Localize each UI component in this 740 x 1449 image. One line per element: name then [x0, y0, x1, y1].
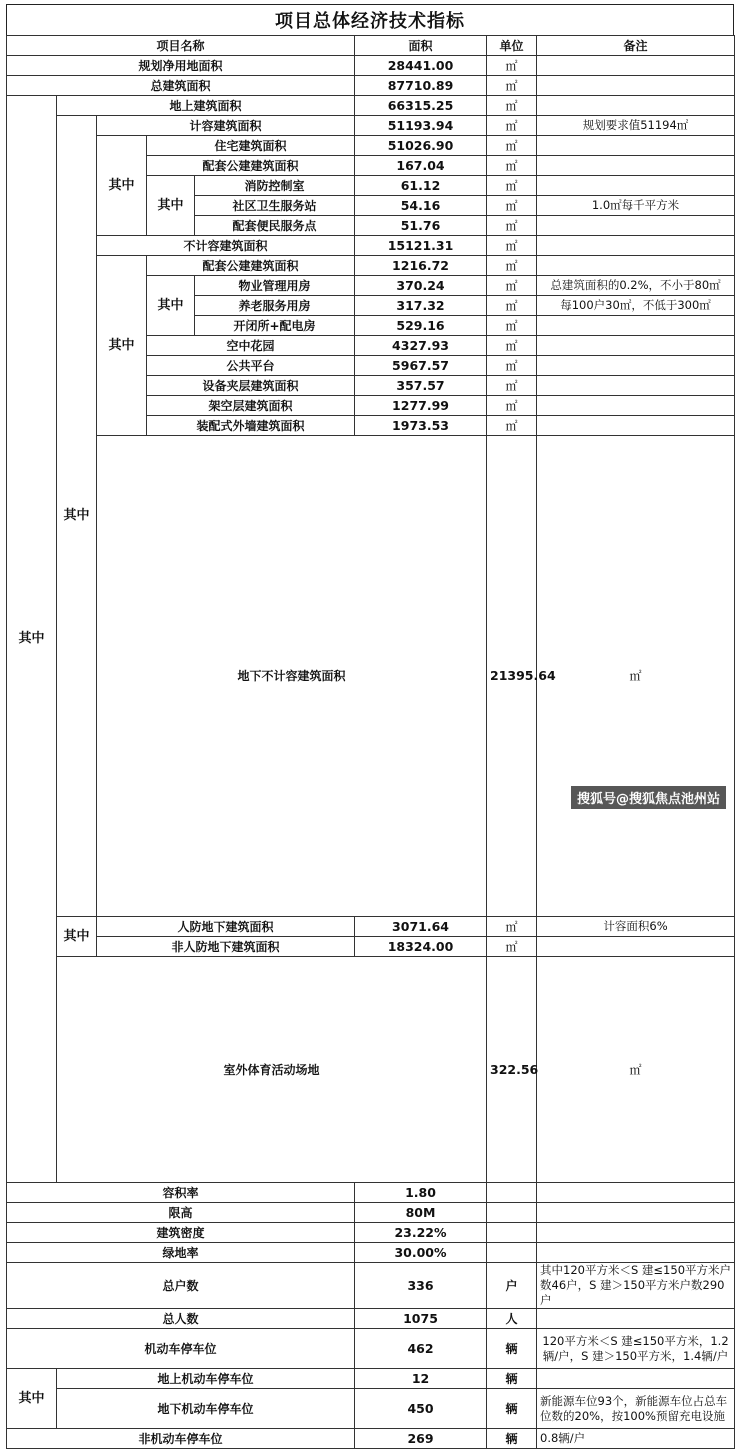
row-name: 机动车停车位	[7, 1329, 355, 1369]
table-row	[7, 236, 735, 256]
table-row	[7, 136, 735, 156]
row-note	[537, 76, 735, 96]
row-note	[537, 1309, 735, 1329]
row-value: 51.76	[355, 216, 487, 236]
row-name: 地上机动车停车位	[57, 1369, 355, 1389]
row-name: 总户数	[7, 1263, 355, 1309]
group-label-counted: 其中	[97, 136, 147, 236]
row-value: 18324.00	[355, 937, 487, 957]
row-note	[537, 236, 735, 256]
table-row	[7, 1369, 735, 1389]
row-note	[537, 416, 735, 436]
row-value: 370.24	[355, 276, 487, 296]
row-name: 总人数	[7, 1309, 355, 1329]
row-note	[537, 937, 735, 957]
row-unit: ㎡	[487, 176, 537, 196]
row-value: 336	[355, 1263, 487, 1309]
row-value: 529.16	[355, 316, 487, 336]
row-value: 51193.94	[355, 116, 487, 136]
row-value: 51026.90	[355, 136, 487, 156]
row-name: 建筑密度	[7, 1223, 355, 1243]
table-row	[7, 1429, 735, 1449]
row-note: 计容面积6%	[537, 917, 735, 937]
sheet-title: 项目总体经济技术指标	[6, 4, 734, 35]
row-name: 地下机动车停车位	[57, 1389, 355, 1429]
row-unit: ㎡	[537, 957, 735, 1183]
table-header-row	[7, 36, 735, 56]
row-name: 配套便民服务点	[195, 216, 355, 236]
row-note	[537, 216, 735, 236]
row-note	[537, 316, 735, 336]
table-row	[7, 256, 735, 276]
row-unit: ㎡	[487, 356, 537, 376]
group-label-outer: 其中	[7, 96, 57, 1183]
row-note	[537, 56, 735, 76]
row-unit: ㎡	[487, 296, 537, 316]
group-label-parking: 其中	[7, 1369, 57, 1429]
row-note: 1.0㎡每千平方米	[537, 196, 735, 216]
table-row	[7, 76, 735, 96]
row-value: 167.04	[355, 156, 487, 176]
row-name: 容积率	[7, 1183, 355, 1203]
row-value: 1973.53	[355, 416, 487, 436]
row-note	[537, 176, 735, 196]
header-name: 项目名称	[7, 36, 355, 56]
row-unit	[487, 1223, 537, 1243]
row-unit: ㎡	[487, 196, 537, 216]
row-unit: ㎡	[487, 336, 537, 356]
row-unit: ㎡	[487, 116, 537, 136]
row-note: 0.8辆/户	[537, 1429, 735, 1449]
row-name: 绿地率	[7, 1243, 355, 1263]
table-row	[7, 1263, 735, 1309]
row-note	[537, 1243, 735, 1263]
row-name: 规划净用地面积	[7, 56, 355, 76]
row-unit	[487, 1203, 537, 1223]
row-unit: ㎡	[537, 436, 735, 917]
row-note: 每100户30㎡，不低于300㎡	[537, 296, 735, 316]
row-name: 限高	[7, 1203, 355, 1223]
row-name: 空中花园	[147, 336, 355, 356]
row-note	[537, 376, 735, 396]
row-name: 地上建筑面积	[57, 96, 355, 116]
row-unit: ㎡	[487, 937, 537, 957]
row-value: 1216.72	[355, 256, 487, 276]
row-note: 规划要求值51194㎡	[537, 116, 735, 136]
row-value: 357.57	[355, 376, 487, 396]
row-unit: ㎡	[487, 396, 537, 416]
row-note: 总建筑面积的0.2%，不小于80㎡	[537, 276, 735, 296]
row-unit: ㎡	[487, 917, 537, 937]
row-value: 450	[355, 1389, 487, 1429]
row-name: 室外体育活动场地	[57, 957, 487, 1183]
row-value: 15121.31	[355, 236, 487, 256]
row-unit: ㎡	[487, 96, 537, 116]
row-unit: ㎡	[487, 76, 537, 96]
row-unit: ㎡	[487, 216, 537, 236]
table-row	[7, 1183, 735, 1203]
row-value: 80M	[355, 1203, 487, 1223]
indicator-sheet	[6, 4, 734, 1449]
row-note	[537, 156, 735, 176]
row-value: 4327.93	[355, 336, 487, 356]
row-value: 21395.64	[487, 436, 537, 917]
table-row	[7, 1243, 735, 1263]
row-value: 462	[355, 1329, 487, 1369]
row-value: 317.32	[355, 296, 487, 316]
row-unit: ㎡	[487, 376, 537, 396]
row-unit: ㎡	[487, 56, 537, 76]
row-unit: ㎡	[487, 256, 537, 276]
row-unit: 辆	[487, 1429, 537, 1449]
table-row	[7, 436, 735, 917]
row-note: 新能源车位93个，新能源车位占总车位数的20%，按100%预留充电设施	[537, 1389, 735, 1429]
group-label-above-ground: 其中	[57, 116, 97, 917]
row-unit	[487, 1183, 537, 1203]
row-note	[537, 396, 735, 416]
row-unit: ㎡	[487, 136, 537, 156]
row-unit: ㎡	[487, 316, 537, 336]
row-unit: ㎡	[487, 416, 537, 436]
table-row	[7, 937, 735, 957]
table-row	[7, 1223, 735, 1243]
group-label-public-facilities: 其中	[147, 276, 195, 336]
row-unit	[487, 1243, 537, 1263]
row-unit: 辆	[487, 1389, 537, 1429]
row-name: 人防地下建筑面积	[97, 917, 355, 937]
row-note	[537, 1203, 735, 1223]
table-row	[7, 1329, 735, 1369]
row-value: 87710.89	[355, 76, 487, 96]
table-row	[7, 116, 735, 136]
table-row	[7, 917, 735, 937]
row-value: 28441.00	[355, 56, 487, 76]
indicator-table	[6, 35, 735, 1449]
row-name: 计容建筑面积	[97, 116, 355, 136]
row-name: 架空层建筑面积	[147, 396, 355, 416]
table-row	[7, 1389, 735, 1429]
row-value: 322.56	[487, 957, 537, 1183]
row-note	[537, 1369, 735, 1389]
row-value: 1075	[355, 1309, 487, 1329]
row-unit: ㎡	[487, 276, 537, 296]
row-note	[537, 1223, 735, 1243]
row-name: 地下不计容建筑面积	[97, 436, 487, 917]
row-name: 物业管理用房	[195, 276, 355, 296]
row-unit: 辆	[487, 1329, 537, 1369]
row-name: 消防控制室	[195, 176, 355, 196]
row-note	[537, 136, 735, 156]
row-note	[537, 336, 735, 356]
table-row	[7, 957, 735, 1183]
row-name: 住宅建筑面积	[147, 136, 355, 156]
row-note	[537, 96, 735, 116]
row-name: 非人防地下建筑面积	[97, 937, 355, 957]
group-label-underground: 其中	[57, 917, 97, 957]
row-name: 设备夹层建筑面积	[147, 376, 355, 396]
row-note: 120平方米＜S 建≤150平方米，1.2辆/户，S 建＞150平方米，1.4辆/户	[537, 1329, 735, 1369]
row-unit: ㎡	[487, 156, 537, 176]
row-value: 3071.64	[355, 917, 487, 937]
watermark: 搜狐号@搜狐焦点池州站	[571, 786, 726, 809]
row-unit: 辆	[487, 1369, 537, 1389]
row-note: 其中120平方米＜S 建≤150平方米户数46户，S 建＞150平方米户数290户	[537, 1263, 735, 1309]
row-unit: ㎡	[487, 236, 537, 256]
row-value: 5967.57	[355, 356, 487, 376]
row-name: 总建筑面积	[7, 76, 355, 96]
row-name: 社区卫生服务站	[195, 196, 355, 216]
table-row	[7, 1203, 735, 1223]
row-note	[537, 1183, 735, 1203]
table-row	[7, 56, 735, 76]
row-note	[537, 356, 735, 376]
row-note	[537, 256, 735, 276]
table-row	[7, 1309, 735, 1329]
header-area: 面积	[355, 36, 487, 56]
row-value: 12	[355, 1369, 487, 1389]
row-value: 54.16	[355, 196, 487, 216]
row-name: 公共平台	[147, 356, 355, 376]
group-label-not-counted: 其中	[97, 256, 147, 436]
row-name: 开闭所+配电房	[195, 316, 355, 336]
row-value: 61.12	[355, 176, 487, 196]
row-value: 66315.25	[355, 96, 487, 116]
row-name: 不计容建筑面积	[97, 236, 355, 256]
header-note: 备注	[537, 36, 735, 56]
header-unit: 单位	[487, 36, 537, 56]
row-value: 1.80	[355, 1183, 487, 1203]
row-name: 配套公建建筑面积	[147, 256, 355, 276]
row-name: 装配式外墙建筑面积	[147, 416, 355, 436]
row-value: 1277.99	[355, 396, 487, 416]
row-unit: 人	[487, 1309, 537, 1329]
group-label-facilities: 其中	[147, 176, 195, 236]
row-name: 非机动车停车位	[7, 1429, 355, 1449]
row-value: 30.00%	[355, 1243, 487, 1263]
row-name: 配套公建建筑面积	[147, 156, 355, 176]
row-name: 养老服务用房	[195, 296, 355, 316]
row-value: 269	[355, 1429, 487, 1449]
row-unit: 户	[487, 1263, 537, 1309]
row-value: 23.22%	[355, 1223, 487, 1243]
table-row	[7, 96, 735, 116]
